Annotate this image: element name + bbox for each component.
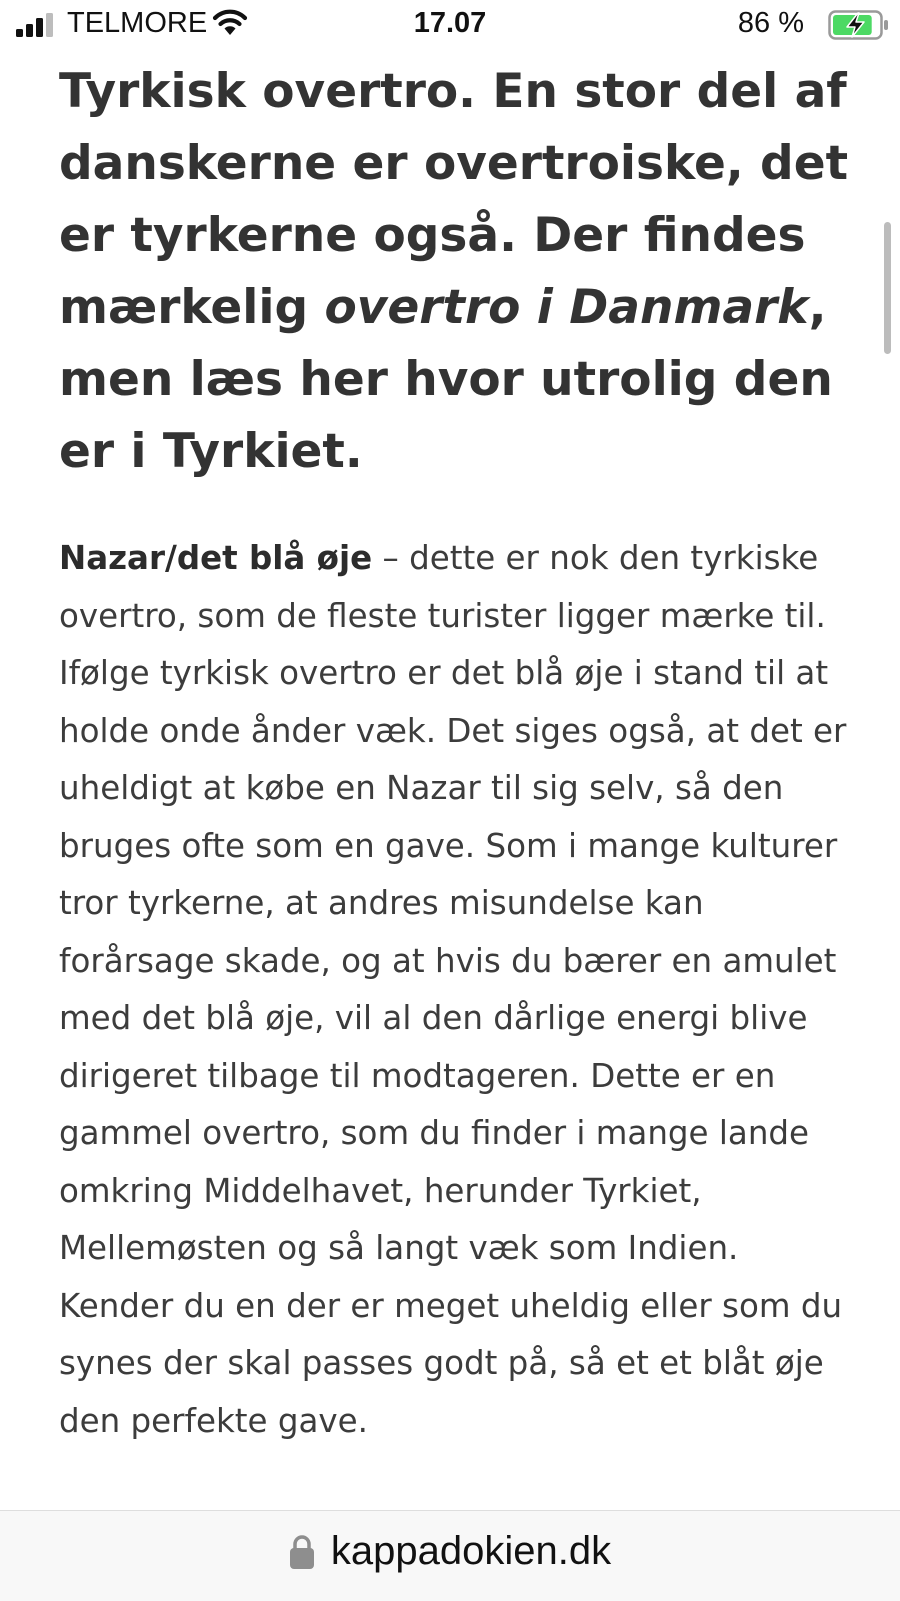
url-domain[interactable]: kappadokien.dk bbox=[330, 1529, 612, 1573]
status-time: 17.07 bbox=[413, 7, 487, 39]
scroll-indicator[interactable] bbox=[884, 222, 891, 354]
carrier-name: TELMORE bbox=[67, 7, 208, 39]
headline-text-start: Tyrkisk overtro. En stor del af danskerne er overtroiske, det er tyrkerne også. Der findes mærkelig bbox=[59, 64, 849, 335]
battery-charging-icon bbox=[828, 10, 890, 40]
paragraph-lead-term: Nazar/det blå øje bbox=[59, 539, 373, 577]
status-bar bbox=[0, 0, 900, 50]
headline-emphasis: overtro i Danmark bbox=[324, 280, 809, 335]
cellular-signal-icon bbox=[16, 13, 62, 37]
headline-text-end: , men læs her hvor utrolig den er i Tyrkiet. bbox=[59, 280, 833, 479]
browser-url-bar[interactable] bbox=[0, 1510, 900, 1601]
url-bar-content[interactable] bbox=[0, 1529, 900, 1579]
battery-percentage: 86 % bbox=[737, 7, 804, 39]
article-content bbox=[59, 56, 859, 1450]
article-headline bbox=[59, 56, 859, 488]
wifi-icon bbox=[211, 8, 249, 36]
lock-icon bbox=[289, 1534, 315, 1570]
article-paragraph bbox=[59, 530, 859, 1450]
paragraph-body-text: – dette er nok den tyrkiske overtro, som de fleste turister ligger mærke til. Ifølge tyrkisk overtro er det blå øje i stand til at holde onde ånder væk. Det siges også, at det er uheldigt at købe en Nazar til sig selv, så den bruges ofte som en gave. Som i mange kulturer tror tyrkerne, at andres misundelse kan forårsage skade, og at hvis du bærer en amulet med det blå øje, vil al den dårlige energi blive dirigeret tilbage til modtageren. Dette er en gammel overtro, som du finder i mange lande omkring Middelhavet, herunder Tyrkiet, Mellemøsten og så langt væk som Indien. Kender du en der er meget uheldig eller som du synes der skal passes godt på, så et et blåt øje den perfekte gave. bbox=[59, 539, 847, 1440]
